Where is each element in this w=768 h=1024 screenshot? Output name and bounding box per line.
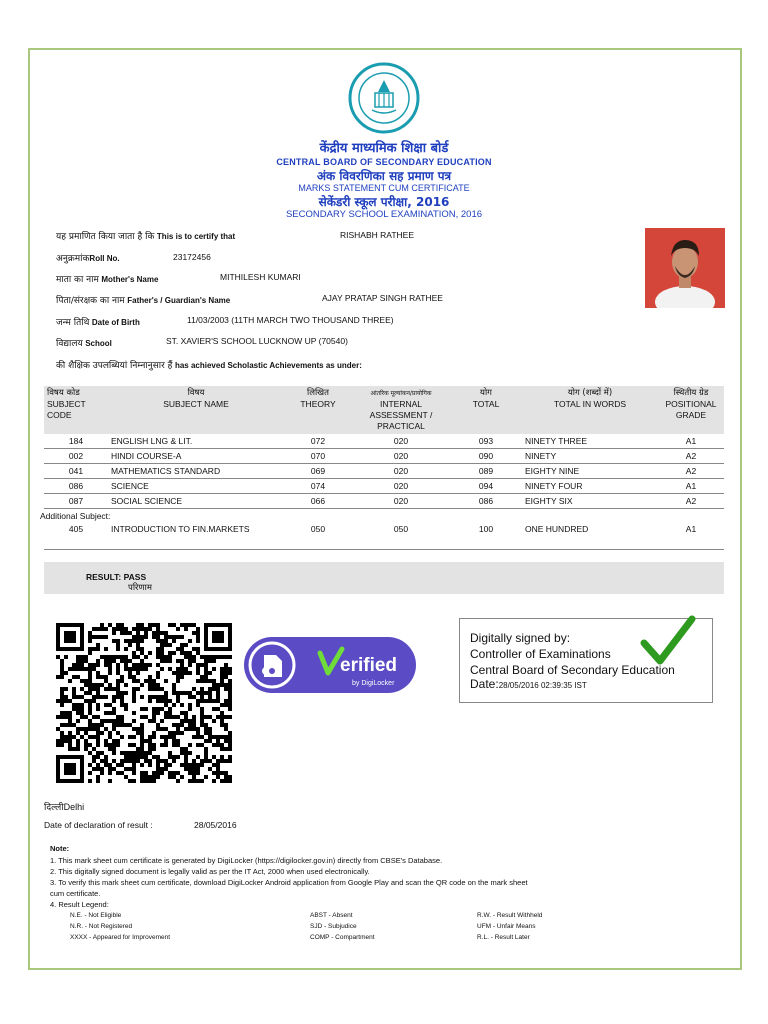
note-line: 4. Result Legend: xyxy=(50,900,109,909)
cell-code: 086 xyxy=(44,479,108,494)
signer-title: Controller of Examinations xyxy=(470,647,611,661)
legend-item: R.W. - Result Withheld xyxy=(477,912,543,919)
roll-label: Roll No. xyxy=(89,254,120,263)
exam-name-english: SECONDARY SCHOOL EXAMINATION, 2016 xyxy=(285,209,483,220)
verified-word: erified xyxy=(340,655,398,676)
dob-hindi: जन्म तिथि xyxy=(56,318,90,328)
cell-grade: A1 xyxy=(658,479,724,494)
cell-code: 184 xyxy=(44,434,108,449)
table-row xyxy=(44,464,724,479)
legend-item: SJD - Subjudice xyxy=(310,923,357,930)
legend-item: XXXX - Appeared for Improvement xyxy=(70,934,171,941)
cell-grade: A2 xyxy=(658,464,724,479)
table-header-row xyxy=(44,386,724,434)
header-positional-grade: स्थितीय ग्रेड POSITIONAL GRADE xyxy=(665,388,717,420)
roll-line xyxy=(56,251,211,264)
legend-item: COMP - Compartment xyxy=(310,934,375,941)
achievement-english: has achieved Scholastic Achievements as under: xyxy=(174,361,362,370)
cell-total: 093 xyxy=(450,434,522,449)
cell-grade: A1 xyxy=(658,434,724,449)
table-row xyxy=(44,479,724,494)
table-row xyxy=(44,494,724,509)
dob-value: 11/03/2003 (11TH MARCH TWO THOUSAND THREE) xyxy=(187,315,394,325)
cell-name: ENGLISH LNG & LIT. xyxy=(108,434,284,449)
result-text: परिणाम RESULT: PASS xyxy=(86,572,152,593)
cell-total: 086 xyxy=(450,494,522,509)
place-line: दिल्लीDelhi xyxy=(44,802,85,813)
cell-words: NINETY THREE xyxy=(522,434,658,449)
digital-signature-box[interactable] xyxy=(459,618,713,703)
cell-code: 002 xyxy=(44,449,108,464)
check-mark-icon xyxy=(640,615,696,667)
table-row xyxy=(44,523,724,550)
verified-byline: by DigiLocker xyxy=(352,680,395,687)
cell-ia: 020 xyxy=(352,464,450,479)
school-value: ST. XAVIER'S SCHOOL LUCKNOW UP (70540) xyxy=(166,336,348,346)
cell-words: NINETY xyxy=(522,449,658,464)
school-label: School xyxy=(85,339,112,348)
father-line xyxy=(56,293,443,306)
certify-hindi: यह प्रमाणित किया जाता है कि xyxy=(56,232,155,242)
dob-label: Date of Birth xyxy=(91,318,140,327)
declaration-line xyxy=(44,820,237,830)
cell-name: INTRODUCTION TO FIN.MARKETS xyxy=(108,523,284,550)
exam-name-hindi: सेकेंडरी स्कूल परीक्षा, 2016 xyxy=(318,195,450,209)
certify-line xyxy=(56,229,414,242)
cell-ia: 020 xyxy=(352,479,450,494)
additional-subject-row xyxy=(44,509,724,524)
cell-name: HINDI COURSE-A xyxy=(108,449,284,464)
signature-date-line: Date:28/05/2016 02:39:35 IST xyxy=(470,677,587,691)
cell-theory: 070 xyxy=(284,449,352,464)
cell-theory: 069 xyxy=(284,464,352,479)
cell-theory: 050 xyxy=(284,523,352,550)
cell-ia: 050 xyxy=(352,523,450,550)
marks-statement-hindi: अंक विवरणिका सह प्रमाण पत्र xyxy=(316,169,452,183)
legend-item: N.E. - Not Eligible xyxy=(70,912,122,919)
father-label: Father's / Guardian's Name xyxy=(127,296,231,305)
school-line xyxy=(56,336,348,349)
result-bar xyxy=(44,562,724,594)
roll-number: 23172456 xyxy=(173,252,211,262)
table-row xyxy=(44,449,724,464)
marks-table xyxy=(40,386,724,550)
verified-by-digilocker-badge xyxy=(242,635,418,695)
legend-item: UFM - Unfair Means xyxy=(477,923,536,930)
qr-code[interactable] xyxy=(56,622,232,784)
cell-words: NINETY FOUR xyxy=(522,479,658,494)
additional-subject-label: Additional Subject: xyxy=(40,509,720,524)
cbse-logo xyxy=(348,62,420,134)
cell-name: MATHEMATICS STANDARD xyxy=(108,464,284,479)
header-total: योग TOTAL xyxy=(472,388,500,409)
school-hindi: विद्यालय xyxy=(56,339,83,349)
cell-name: SCIENCE xyxy=(108,479,284,494)
cell-total: 090 xyxy=(450,449,522,464)
declaration-label: Date of declaration of result : xyxy=(44,820,153,830)
table-row xyxy=(44,434,724,449)
cell-total: 100 xyxy=(450,523,522,550)
cell-code: 405 xyxy=(44,523,108,550)
note-line: 2. This digitally signed document is legally valid as per the IT Act, 2000 when used electronically. xyxy=(50,867,370,876)
cell-ia: 020 xyxy=(352,494,450,509)
cell-grade: A2 xyxy=(658,449,724,464)
mother-line xyxy=(56,272,301,285)
note-title: Note: xyxy=(50,844,70,853)
achievement-line xyxy=(56,358,362,371)
cell-theory: 066 xyxy=(284,494,352,509)
board-name-hindi: केंद्रीय माध्यमिक शिक्षा बोर्ड xyxy=(319,141,449,156)
cell-grade: A1 xyxy=(658,523,724,550)
dob-line xyxy=(56,315,394,328)
marks-statement-english: MARKS STATEMENT CUM CERTIFICATE xyxy=(298,183,470,193)
cell-words: EIGHTY NINE xyxy=(522,464,658,479)
legend-item: ABST - Absent xyxy=(310,912,353,919)
note-line: cum certificate. xyxy=(50,889,101,898)
cell-theory: 072 xyxy=(284,434,352,449)
certify-english: This is to certify that xyxy=(156,232,236,241)
cell-code: 041 xyxy=(44,464,108,479)
cell-ia: 020 xyxy=(352,449,450,464)
cell-total: 094 xyxy=(450,479,522,494)
cell-words: ONE HUNDRED xyxy=(522,523,658,550)
student-photo xyxy=(645,228,725,308)
cell-theory: 074 xyxy=(284,479,352,494)
declaration-date: 28/05/2016 xyxy=(194,820,237,830)
achievement-hindi: की शैक्षिक उपलब्धियां निम्नानुसार हैं xyxy=(56,361,173,371)
mother-hindi: माता का नाम xyxy=(56,275,99,285)
father-name: AJAY PRATAP SINGH RATHEE xyxy=(322,293,443,303)
cell-name: SOCIAL SCIENCE xyxy=(108,494,284,509)
cell-words: EIGHTY SIX xyxy=(522,494,658,509)
signed-by-label: Digitally signed by: xyxy=(470,631,571,645)
board-name-english: CENTRAL BOARD OF SECONDARY EDUCATION xyxy=(276,157,492,167)
legend-item: N.R. - Not Registered xyxy=(70,923,133,930)
cell-grade: A2 xyxy=(658,494,724,509)
cell-total: 089 xyxy=(450,464,522,479)
signer-organization: Central Board of Secondary Education xyxy=(470,663,675,677)
header-theory: लिखित THEORY xyxy=(300,388,336,409)
header-subject-code: विषय कोड SUBJECT CODE xyxy=(47,388,86,420)
roll-hindi: अनुक्रमांक xyxy=(56,254,90,264)
note-line: 3. To verify this mark sheet cum certificate, download DigiLocker Android application from Google Play and scan the QR code on the mark sheet xyxy=(50,878,528,887)
legend-item: R.L. - Result Later xyxy=(477,934,530,941)
father-hindi: पिता/संरक्षक का नाम xyxy=(56,296,125,306)
cell-ia: 020 xyxy=(352,434,450,449)
student-name: RISHABH RATHEE xyxy=(340,230,414,240)
header-total-in-words: योग (शब्दों में) TOTAL IN WORDS xyxy=(553,388,627,409)
cell-code: 087 xyxy=(44,494,108,509)
mother-name: MITHILESH KUMARI xyxy=(220,272,301,282)
header-internal-assessment: आंतरिक मूल्यांकन/प्रायोगिक INTERNAL ASSESSMENT / PRACTICAL xyxy=(369,390,433,431)
mother-label: Mother's Name xyxy=(101,275,159,284)
note-line: 1. This mark sheet cum certificate is generated by DigiLocker (https://digilocker.gov.in) directly from CBSE's Database. xyxy=(50,856,443,865)
header-subject-name: विषय SUBJECT NAME xyxy=(163,388,229,409)
